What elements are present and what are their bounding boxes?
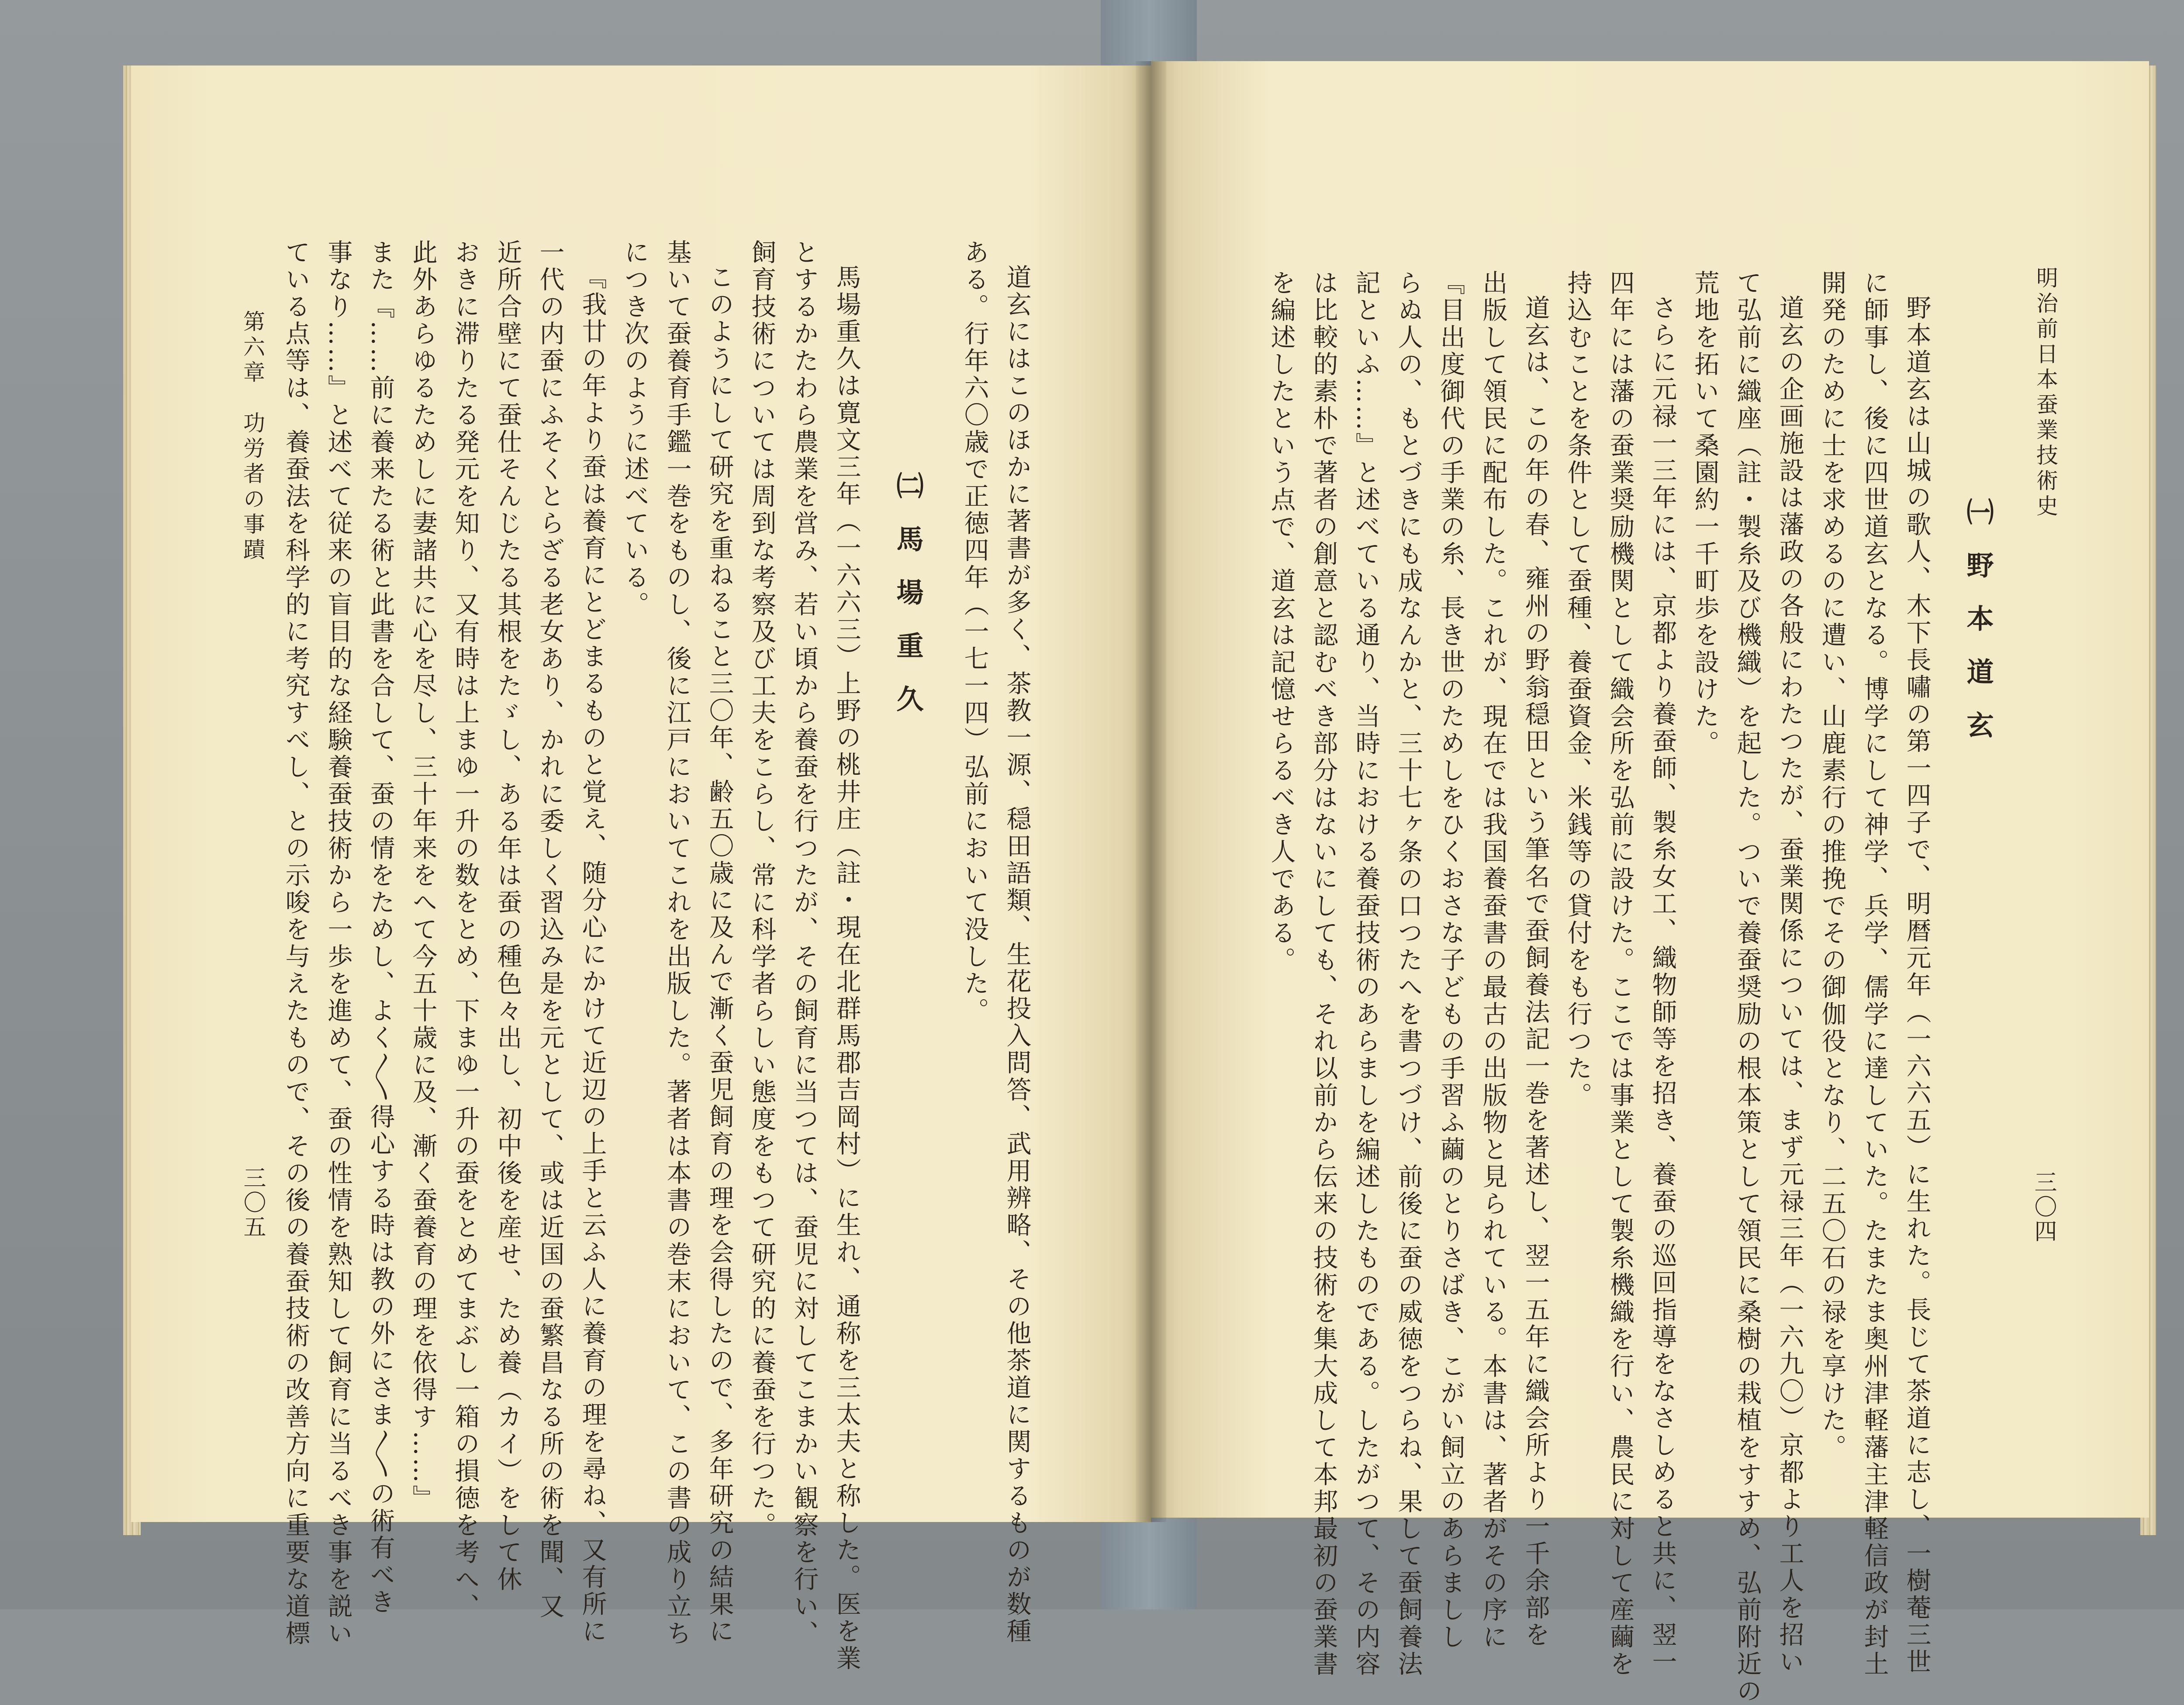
page-number: 三〇五 <box>239 1166 266 1239</box>
text-line: 道玄にはこのほかに著書が多く、茶教一源、穏田語類、生花投入問答、武用辨略、その他茶道に関するものが数種 <box>1002 264 1031 1645</box>
text-line: 野本道玄は山城の歌人、木下長嘯の第一四子で、明暦元年（一六六五）に生れた。長じて茶道に志し、一樹菴三世 <box>1902 295 1931 1676</box>
text-line: 事なり……』と述べて従来の盲目的な経験養蚕技術から一歩を進めて、蚕の性情を熟知して飼育に当るべき事を説い <box>324 239 352 1647</box>
text-line: おきに滞りたる発元を知り、又有時は上まゆ一升の数をとめ、下まゆ一升の蚕をとめてまぶし一箱の損徳を考へ、 <box>451 239 480 1620</box>
text-line: を編述したという点で、道玄は記憶せらるべき人である。 <box>1267 270 1296 974</box>
running-header: 明治前日本蚕業技術史 <box>2033 266 2058 520</box>
section-title: ㈡馬場重久 <box>892 472 924 738</box>
text-line: ている点等は、養蚕法を科学的に考究すべし、との示唆を与えたもので、その後の養蚕技術の改善方向に重要な道標 <box>281 239 310 1647</box>
text-line: につき次のように述べている。 <box>620 239 649 618</box>
text-line: 『目出度御代の手業の糸、長き世のためしをひくおさな子どもの手習ふ繭のとりさばき、こがい飼立のあらましし <box>1436 270 1465 1651</box>
text-line: らぬ人の、もとづきにも成なんかと、三十七ヶ条の口つたへを書つづけ、前後に蚕の威徳をつらね、果して蚕飼養法 <box>1394 270 1423 1678</box>
text-line: 道玄の企画施設は藩政の各般にわたつたが、蚕業関係については、まず元禄三年（一六九〇）京都より工人を招い <box>1775 295 1804 1676</box>
text-line: に師事し、後に四世道玄となる。博学にして神学、兵学、儒学に達していた。たまたま奥州津軽藩主津軽信政が封土 <box>1860 270 1889 1678</box>
text-line: 此外あらゆるためしに妻諸共に心を尽し、三十年来をへて今五十歳に及、漸く蚕養育の理を依得す……』 <box>408 239 437 1512</box>
text-line: 四年には藩の蚕業奨励機関として織会所を弘前に設けた。ここでは事業として製糸機織を行い、農民に対して産繭を <box>1606 270 1635 1678</box>
text-line: は比較的素朴で著者の創意と認むべき部分はないにしても、それ以前から伝来の技術を集大成して本邦最初の蚕業書 <box>1309 270 1338 1678</box>
text-line: このようにして研究を重ねること三〇年、齢五〇歳に及んで漸く蚕児飼育の理を会得したので、多年研究の結果に <box>705 264 734 1645</box>
text-line: とするかたわら農業を営み、若い頃から養蚕を行つたが、その飼育に当つては、蚕児に対してこまかい観察を行い、 <box>790 239 819 1647</box>
text-line: ある。行年六〇歳で正徳四年（一七一四）弘前において没した。 <box>960 239 989 1025</box>
text-line: 近所合壁にて蚕仕そんじたる其根をたゞし、ある年は蚕の種色々出し、初中後を産せ、ため養（カイ）をして休 <box>493 239 522 1593</box>
text-line: 飼育技術については周到な考察及び工夫をこらし、常に科学者らしい態度をもつて研究的に養蚕を行つた。 <box>747 239 776 1539</box>
text-line: 基いて蚕養育手鑑一巻をものし、後に江戸においてこれを出版した。著者は本書の巻末において、この書の成り立ち <box>663 239 691 1647</box>
text-line: 一代の内蚕にふそくとらざる老女あり、かれに委しく習込み是を元として、或は近国の蚕繁昌なる所の術を聞、又 <box>536 239 564 1620</box>
text-line: 持込むことを条件として蚕種、養蚕資金、米銭等の貸付をも行つた。 <box>1563 270 1592 1109</box>
text-line: 荒地を拓いて桑園約一千町歩を設けた。 <box>1690 270 1719 757</box>
text-line: 『我廿の年より蚕は養育にとどまるものと覚え、随分心にかけて近辺の上手と云ふ人に養育の理を尋ね、又有所に <box>578 264 607 1645</box>
text-line: て弘前に織座（註・製糸及び機織）を起した。ついで養蚕奨励の根本策として領民に桑樹の栽植をすすめ、弘前附近の <box>1733 270 1762 1705</box>
running-footer: 第六章 功労者の事蹟 <box>240 310 265 563</box>
text-line: また『……前に養来たる術と此書を合して、蚕の情をためし、よく〳〵得心する時は教の外にさま〳〵の術有べき <box>366 239 395 1616</box>
page-number: 三〇四 <box>2030 1170 2056 1244</box>
text-line: 開発のために士を求めるのに遭い、山鹿素行の推挽でその御伽役となり、二五〇石の禄を享けた。 <box>1818 270 1846 1461</box>
text-line: さらに元禄一三年には、京都より養蚕師、製糸女工、織物師等を招き、養蚕の巡回指導をなさしめると共に、翌一 <box>1648 295 1677 1676</box>
text-line: 道玄は、この年の春、雍州の野翁穏田という筆名で蚕飼養法記一巻を著述し、翌一五年に織会所より一千余部を <box>1521 295 1550 1649</box>
text-line: 馬場重久は寛文三年（一六六三）上野の桃井庄（註・現在北群馬郡吉岡村）に生れ、通称を三太夫と称した。医を業 <box>832 264 861 1672</box>
text-line: 出版して領民に配布した。これが、現在では我国養蚕書の最古の出版物と見られている。本書は、著者がその序に <box>1479 270 1507 1651</box>
right-page <box>1151 61 2149 1705</box>
section-title: ㈠野本道玄 <box>1962 498 1994 764</box>
text-line: 記といふ……』と述べている通り、当時における養蚕技術のあらましを編述したものである。したがつて、その内容 <box>1351 270 1380 1678</box>
left-page <box>131 66 1151 1672</box>
gutter-shadow <box>1136 61 1166 1522</box>
